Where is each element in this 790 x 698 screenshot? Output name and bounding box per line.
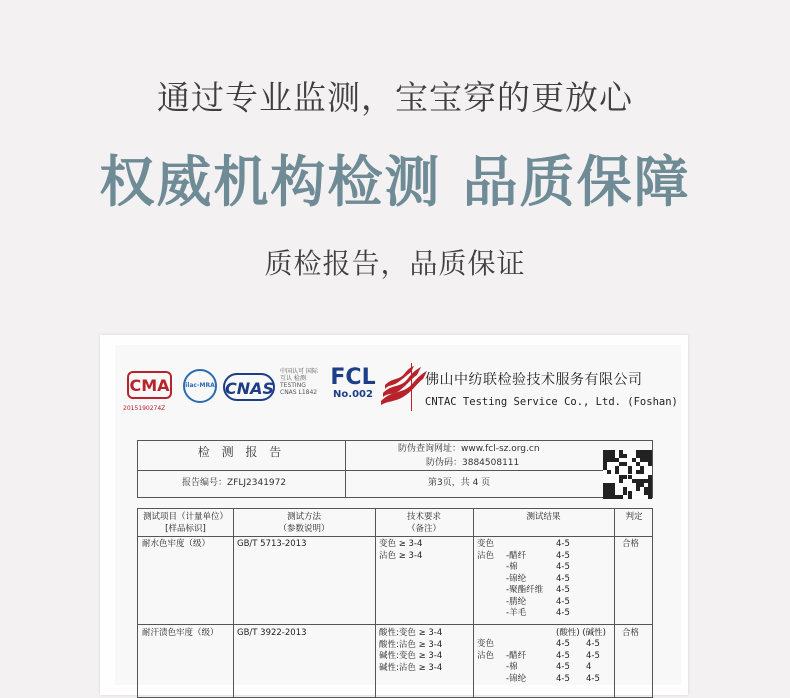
acid-head: (酸性) bbox=[556, 628, 580, 638]
row2-result-labels bbox=[477, 639, 494, 662]
value: 4-5 bbox=[556, 550, 570, 561]
value: 4-5 bbox=[556, 585, 570, 595]
fiber: -腈纶 bbox=[506, 596, 527, 607]
row2-req-line: 酸性:沾色 ≥ 3-4 bbox=[379, 639, 443, 650]
result-label: 变色 bbox=[477, 639, 495, 649]
company-name-en: CNTAC Testing Service Co., Ltd. (Foshan) bbox=[425, 396, 678, 408]
row2-item: 耐汗渍色牢度（级） bbox=[142, 628, 219, 638]
value: 4-5 bbox=[556, 539, 570, 549]
logo-divider bbox=[411, 363, 412, 411]
header-item bbox=[138, 512, 233, 535]
header-req-line1: 技术要求 bbox=[406, 512, 441, 522]
qr-module bbox=[628, 495, 632, 499]
row1-result-labels bbox=[477, 539, 494, 562]
fiber: -锦纶 bbox=[506, 673, 527, 684]
header-req-line2: （备注） bbox=[406, 523, 441, 534]
result-label: 沾色 bbox=[477, 650, 495, 661]
cma-number: 2015190274Z bbox=[123, 405, 166, 412]
value: 4-5 bbox=[586, 639, 600, 649]
row1-method: GB/T 5713-2013 bbox=[237, 539, 307, 549]
header-method-line2: （参数说明） bbox=[278, 523, 330, 534]
row1-requirement bbox=[379, 539, 422, 562]
report-title: 检 测 报 告 bbox=[197, 445, 286, 459]
value: 4-5 bbox=[556, 662, 570, 672]
value: 4-5 bbox=[586, 673, 600, 684]
fiber: -醋纤 bbox=[506, 650, 527, 661]
report-page bbox=[115, 345, 681, 685]
header-method bbox=[233, 512, 375, 535]
result-label: 变色 bbox=[477, 539, 495, 549]
qr-module bbox=[640, 470, 644, 474]
fiber: -醋纤 bbox=[506, 550, 527, 561]
value: 4-5 bbox=[556, 650, 570, 661]
row2-requirement bbox=[379, 628, 442, 674]
header-method-line1: 测试方法 bbox=[286, 512, 321, 522]
qr-module bbox=[648, 462, 652, 466]
value: 4-5 bbox=[556, 608, 570, 618]
qr-module bbox=[619, 495, 623, 499]
certification-logos bbox=[123, 365, 427, 413]
company-flag-icon bbox=[377, 365, 431, 411]
test-report-document bbox=[100, 335, 688, 695]
results-table bbox=[137, 508, 653, 698]
header-verdict: 判定 bbox=[625, 512, 643, 522]
row2-method: GB/T 3922-2013 bbox=[237, 628, 307, 638]
row2-req-line: 碱性:变色 ≥ 3-4 bbox=[379, 651, 443, 661]
row2-result-fibers bbox=[506, 639, 526, 685]
value: 4-5 bbox=[556, 639, 570, 649]
row2-verdict: 合格 bbox=[622, 628, 640, 638]
cma-logo: CMA bbox=[127, 371, 172, 399]
anti-fake-code: 防伪码：3884508111 bbox=[426, 458, 520, 468]
report-header-box bbox=[137, 440, 653, 498]
row1-verdict: 合格 bbox=[622, 539, 640, 549]
row2-result-alkali bbox=[586, 639, 600, 685]
row1-result-fibers bbox=[506, 539, 543, 620]
fiber bbox=[506, 639, 526, 651]
row1-result-values bbox=[556, 539, 570, 620]
value: 4-5 bbox=[556, 596, 570, 607]
row1-req-line: 变色 ≥ 3-4 bbox=[379, 539, 423, 549]
cnas-text: 中国认可 国际互认 检测 TESTING CNAS L1842 bbox=[280, 368, 318, 396]
qr-module bbox=[648, 495, 652, 499]
headline-title: 权威机构检测 品质保障 bbox=[99, 150, 691, 214]
row2-result-head bbox=[556, 628, 606, 640]
value: 4 bbox=[586, 662, 592, 672]
cnas-logo: CNAS bbox=[223, 373, 275, 401]
anti-fake-url: 防伪查询网址：www.fcl-sz.org.cn bbox=[398, 444, 540, 454]
qr-module bbox=[607, 470, 611, 474]
qr-module bbox=[623, 454, 627, 458]
page-count: 第3页，共 4 页 bbox=[428, 478, 491, 488]
value: 4-5 bbox=[556, 673, 570, 684]
fiber: -锦纶 bbox=[506, 573, 527, 584]
qr-code bbox=[603, 450, 652, 499]
value: 4-5 bbox=[556, 562, 570, 572]
qr-module bbox=[636, 487, 640, 491]
row2-req-line: 酸性:变色 ≥ 3-4 bbox=[379, 628, 443, 638]
row1-req-line: 沾色 ≥ 3-4 bbox=[379, 550, 423, 561]
company-name-cn: 佛山中纺联检验技术服务有限公司 bbox=[425, 372, 643, 388]
headline-caption: 质检报告，品质保证 bbox=[264, 247, 526, 280]
header-requirement bbox=[375, 512, 473, 535]
fiber: -聚酯纤维 bbox=[506, 585, 544, 595]
row2-req-line: 碱性:沾色 ≥ 3-4 bbox=[379, 662, 443, 673]
fcl-logo bbox=[330, 367, 376, 407]
header-item-line2: [样品标识] bbox=[165, 523, 206, 534]
fiber bbox=[506, 539, 543, 551]
headline-subtitle: 通过专业监测，宝宝穿的更放心 bbox=[157, 78, 633, 117]
header-result: 测试结果 bbox=[526, 512, 561, 522]
value: 4-5 bbox=[586, 650, 600, 661]
fcl-logo-number: No.002 bbox=[333, 389, 373, 400]
ilac-mra-logo: ilac-MRA bbox=[183, 369, 217, 403]
fiber: -羊毛 bbox=[506, 608, 527, 618]
value: 4-5 bbox=[556, 573, 570, 584]
result-label: 沾色 bbox=[477, 550, 495, 561]
header-item-line1: 测试项目（计量单位） bbox=[142, 512, 228, 522]
fcl-logo-text: FCL bbox=[330, 365, 376, 390]
fiber: -棉 bbox=[506, 662, 518, 672]
report-number: 报告编号：ZFLJ2341972 bbox=[182, 478, 287, 488]
row2-result-acid bbox=[556, 639, 570, 685]
alkali-head: (碱性) bbox=[582, 628, 606, 638]
row1-item: 耐水色牢度（级） bbox=[142, 539, 211, 549]
qr-module bbox=[619, 479, 623, 483]
fiber: -棉 bbox=[506, 562, 518, 572]
